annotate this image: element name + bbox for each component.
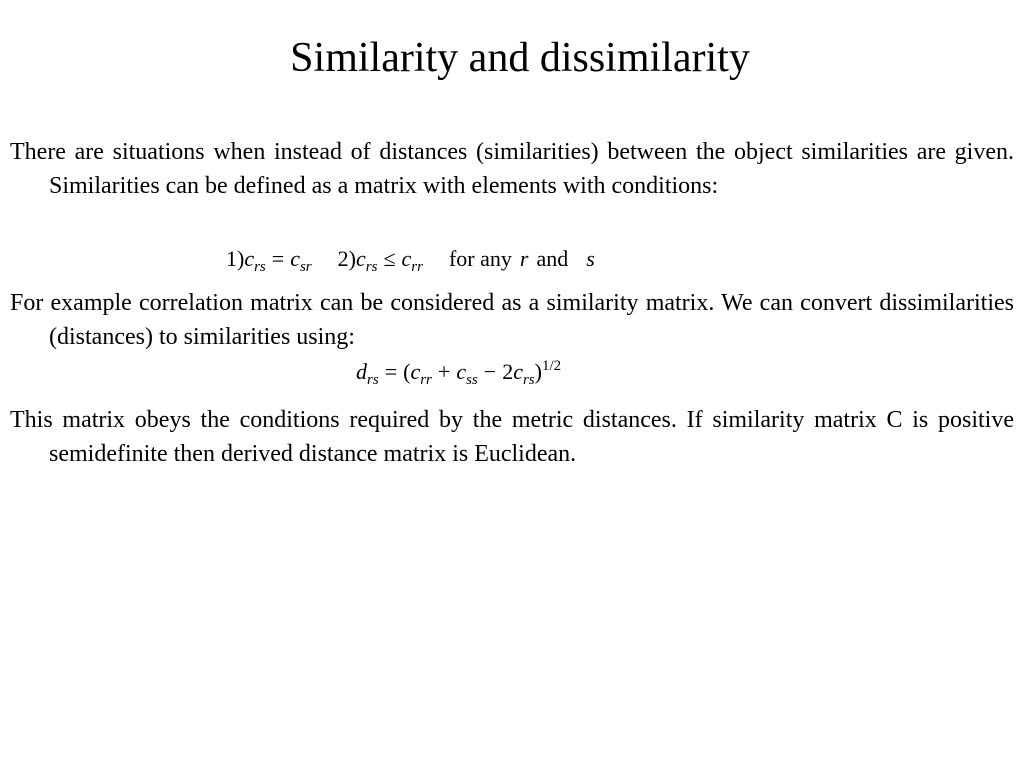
paragraph-intro: There are situations when instead of distances (similarities) between the object similarities are given. Similarities can be defined as a matrix with elements with conditions: xyxy=(10,139,1014,199)
c-symbol: c xyxy=(456,359,467,384)
coefficient: 2 xyxy=(502,359,514,384)
plus-operator: + xyxy=(437,359,451,384)
c-symbol: c xyxy=(290,246,300,271)
minus-operator: − xyxy=(483,359,497,384)
distance-formula-equation xyxy=(356,357,561,387)
subscript: ss xyxy=(466,372,478,388)
quantifier-text: for any xyxy=(448,246,512,271)
c-symbol: c xyxy=(410,359,421,384)
exponent: 1/2 xyxy=(541,358,562,374)
condition-2-label: 2) xyxy=(337,246,356,271)
subscript: rs xyxy=(254,259,266,275)
subscript: rs xyxy=(522,372,535,388)
equals-operator: = xyxy=(271,246,285,271)
subscript: rr xyxy=(420,372,432,388)
open-paren: ( xyxy=(403,359,411,384)
subscript: rs xyxy=(367,372,379,388)
c-symbol: c xyxy=(244,246,255,271)
and-text: and xyxy=(536,246,569,271)
subscript: rr xyxy=(411,259,423,275)
subscript: sr xyxy=(299,259,312,275)
subscript: rs xyxy=(365,259,378,275)
paragraph-conclusion: This matrix obeys the conditions required by the metric distances. If similarity matrix C is positive semidefinite then derived distance matrix is Euclidean. xyxy=(10,407,1014,467)
equals-operator: = xyxy=(384,359,398,384)
c-symbol: c xyxy=(401,246,412,271)
c-symbol: c xyxy=(513,359,523,384)
similarity-conditions-equation xyxy=(226,244,595,274)
paragraph-conversion: For example correlation matrix can be considered as a similarity matrix. We can convert dissimilarities (distances) to similarities using: xyxy=(10,290,1014,350)
d-symbol: d xyxy=(356,359,367,384)
slide-title: Similarity and dissimilarity xyxy=(290,35,750,81)
variable-s: s xyxy=(586,246,595,271)
condition-1-label: 1) xyxy=(226,246,245,271)
variable-r: r xyxy=(519,246,529,271)
less-equal-operator: ≤ xyxy=(383,246,396,271)
c-symbol: c xyxy=(355,246,366,271)
close-paren: ) xyxy=(534,359,542,384)
